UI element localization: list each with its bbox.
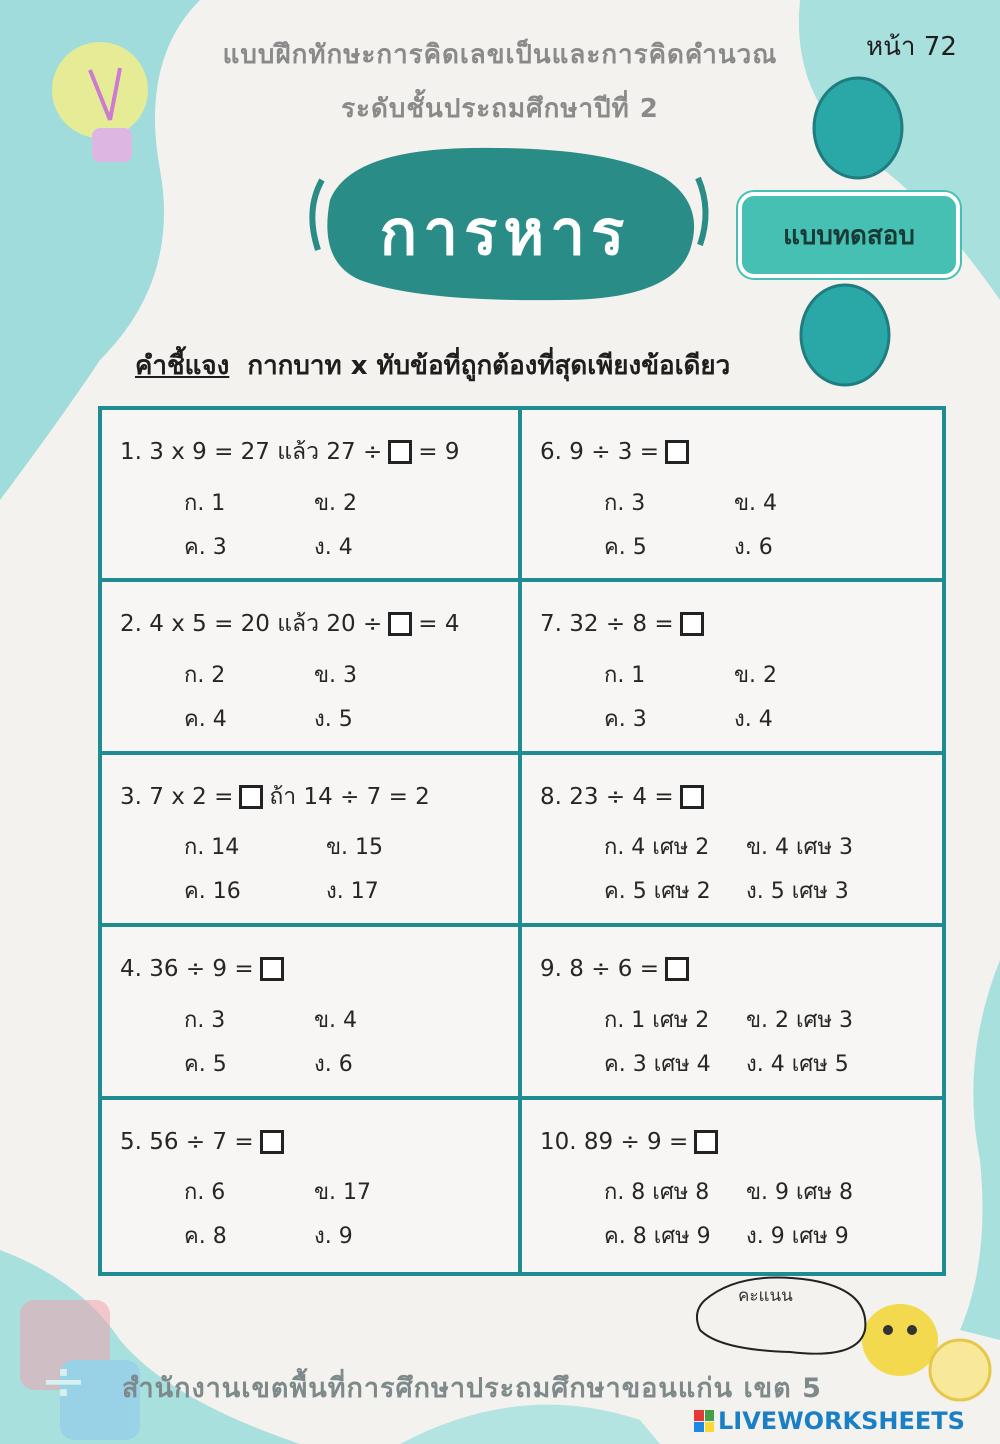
- answer-box[interactable]: [665, 440, 689, 464]
- question-cell-8: 8. 23 ÷ 4 = ก. 4 เศษ 2 ข. 4 เศษ 3 ค. 5 เศษ 2 ง. 5 เศษ 3: [522, 755, 942, 927]
- option[interactable]: ข. 4 เศษ 3: [746, 835, 853, 861]
- score-label: คะแนน: [738, 1286, 793, 1306]
- option[interactable]: ง. 4 เศษ 5: [746, 1051, 849, 1077]
- question-cell-3: 3. 7 x 2 = ถ้า 14 ÷ 7 = 2 ก. 14 ข. 15 ค. 16 ง. 17: [102, 755, 522, 927]
- option[interactable]: ค. 5: [604, 534, 647, 560]
- option[interactable]: ง. 4: [734, 706, 773, 732]
- test-badge: แบบทดสอบ: [738, 192, 960, 278]
- option[interactable]: ค. 5 เศษ 2: [604, 879, 711, 905]
- option[interactable]: ข. 2: [314, 490, 358, 516]
- option[interactable]: ข. 17: [314, 1180, 372, 1206]
- answer-box[interactable]: [260, 957, 284, 981]
- option[interactable]: ก. 3: [184, 1007, 226, 1033]
- option[interactable]: ข. 2 เศษ 3: [746, 1007, 853, 1033]
- instruction-text: กากบาท x ทับข้อที่ถูกต้องที่สุดเพียงข้อเดียว: [247, 351, 731, 381]
- liveworksheets-logo-icon: [694, 1410, 714, 1432]
- question-cell-1: 1. 3 x 9 = 27 แล้ว 27 ÷ = 9 ก. 1 ข. 2 ค. 3 ง. 4: [102, 410, 522, 582]
- option[interactable]: ง. 6: [734, 534, 773, 560]
- option[interactable]: ค. 3 เศษ 4: [604, 1051, 711, 1077]
- option[interactable]: ค. 8 เศษ 9: [604, 1224, 711, 1250]
- option[interactable]: ข. 2: [734, 662, 778, 688]
- watermark-text: LIVEWORKSHEETS: [718, 1407, 965, 1435]
- option[interactable]: ง. 5: [314, 706, 353, 732]
- question-cell-10: 10. 89 ÷ 9 = ก. 8 เศษ 8 ข. 9 เศษ 8 ค. 8 เศษ 9 ง. 9 เศษ 9: [522, 1100, 942, 1272]
- answer-box[interactable]: [694, 1130, 718, 1154]
- question-cell-2: 2. 4 x 5 = 20 แล้ว 20 ÷ = 4 ก. 2 ข. 3 ค. 4 ง. 5: [102, 582, 522, 754]
- question-cell-9: 9. 8 ÷ 6 = ก. 1 เศษ 2 ข. 2 เศษ 3 ค. 3 เศษ 4 ง. 4 เศษ 5: [522, 927, 942, 1099]
- answer-box[interactable]: [388, 440, 412, 464]
- option[interactable]: ค. 4: [184, 706, 227, 732]
- instruction-row: [135, 345, 815, 386]
- svg-text:÷: ÷: [40, 1349, 87, 1414]
- option[interactable]: ง. 17: [326, 879, 379, 905]
- answer-box[interactable]: [239, 785, 263, 809]
- option[interactable]: ก. 1 เศษ 2: [604, 1007, 710, 1033]
- option[interactable]: ก. 6: [184, 1180, 226, 1206]
- option[interactable]: ก. 4 เศษ 2: [604, 835, 710, 861]
- option[interactable]: ข. 3: [314, 662, 358, 688]
- option[interactable]: ก. 8 เศษ 8: [604, 1180, 710, 1206]
- header-line-2: ระดับชั้นประถมศึกษาปีที่ 2: [341, 94, 659, 124]
- option[interactable]: ข. 4: [734, 490, 778, 516]
- option[interactable]: ก. 1: [184, 490, 226, 516]
- option[interactable]: ค. 5: [184, 1051, 227, 1077]
- question-cell-4: 4. 36 ÷ 9 = ก. 3 ข. 4 ค. 5 ง. 6: [102, 927, 522, 1099]
- question-cell-6: 6. 9 ÷ 3 = ก. 3 ข. 4 ค. 5 ง. 6: [522, 410, 942, 582]
- option[interactable]: ก. 14: [184, 835, 240, 861]
- option[interactable]: ข. 9 เศษ 8: [746, 1180, 853, 1206]
- option[interactable]: ค. 3: [604, 706, 647, 732]
- question-cell-7: 7. 32 ÷ 8 = ก. 1 ข. 2 ค. 3 ง. 4: [522, 582, 942, 754]
- option[interactable]: ค. 8: [184, 1224, 227, 1250]
- option[interactable]: ก. 1: [604, 662, 646, 688]
- option[interactable]: ค. 16: [184, 879, 241, 905]
- page-number: หน้า 72: [866, 32, 957, 62]
- option[interactable]: ข. 4: [314, 1007, 358, 1033]
- answer-box[interactable]: [680, 612, 704, 636]
- answer-box[interactable]: [388, 612, 412, 636]
- option[interactable]: ง. 9: [314, 1224, 353, 1250]
- liveworksheets-watermark: [694, 1404, 994, 1438]
- header-line-1: แบบฝึกทักษะการคิดเลขเป็นและการคิดคำนวณ: [222, 40, 778, 70]
- option[interactable]: ง. 6: [314, 1051, 353, 1077]
- option[interactable]: ก. 3: [604, 490, 646, 516]
- option[interactable]: ง. 5 เศษ 3: [746, 879, 849, 905]
- option[interactable]: ง. 9 เศษ 9: [746, 1224, 849, 1250]
- option[interactable]: ข. 15: [326, 835, 384, 861]
- page-title: การหาร: [379, 196, 631, 269]
- answer-box[interactable]: [665, 957, 689, 981]
- footer-office: สำนักงานเขตพื้นที่การศึกษาประถมศึกษาขอนแก่น เขต 5: [122, 1373, 822, 1404]
- answer-box[interactable]: [260, 1130, 284, 1154]
- answer-box[interactable]: [680, 785, 704, 809]
- option[interactable]: ก. 2: [184, 662, 226, 688]
- option[interactable]: ค. 3: [184, 534, 227, 560]
- option[interactable]: ง. 4: [314, 534, 353, 560]
- question-cell-5: 5. 56 ÷ 7 = ก. 6 ข. 17 ค. 8 ง. 9: [102, 1100, 522, 1272]
- question-grid: [98, 406, 946, 1276]
- instruction-label: คำชี้แจง: [135, 351, 230, 381]
